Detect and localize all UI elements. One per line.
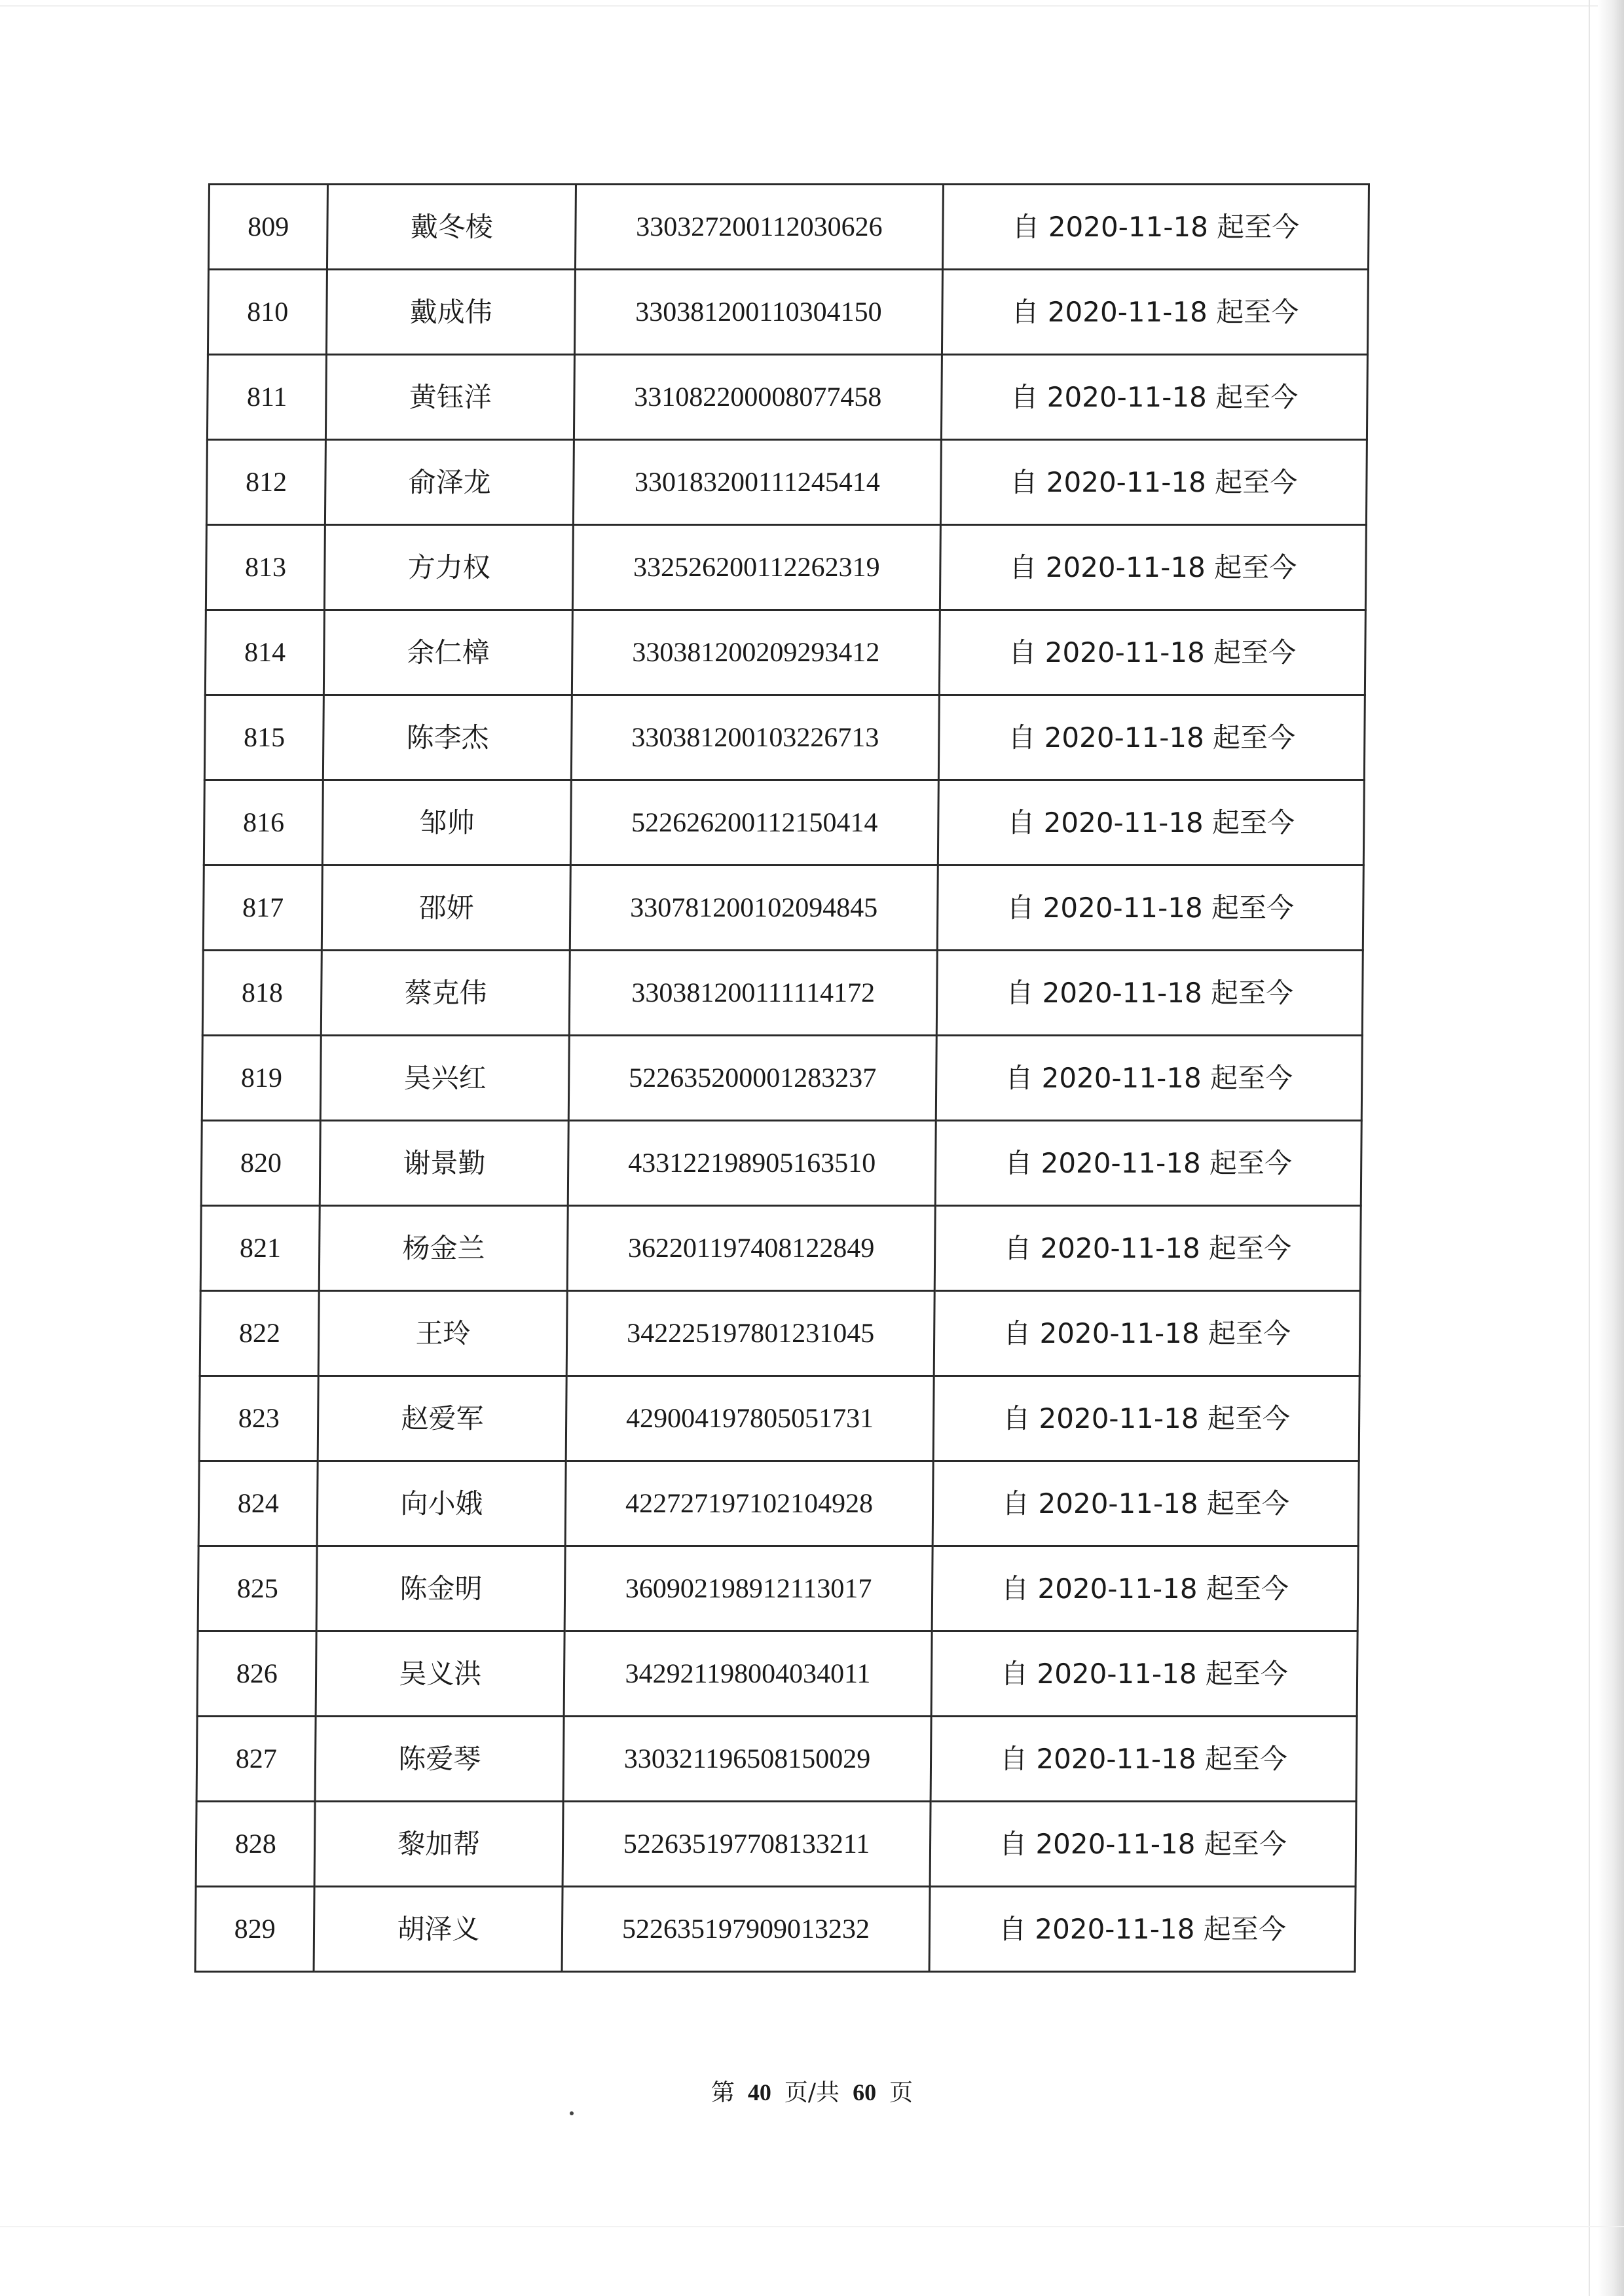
period-cell: 自 2020-11-18 起至今 <box>932 1461 1359 1546</box>
id-number-cell: 433122198905163510 <box>568 1121 936 1206</box>
row-number-cell: 813 <box>206 525 325 610</box>
period-cell: 自 2020-11-18 起至今 <box>939 610 1365 695</box>
table-row <box>195 1887 1356 1972</box>
period-cell: 自 2020-11-18 起至今 <box>942 185 1369 270</box>
id-number-cell: 522635200001283237 <box>568 1036 936 1121</box>
id-number-cell: 330321196508150029 <box>563 1717 931 1802</box>
id-number-cell: 422727197102104928 <box>565 1461 933 1546</box>
scan-edge-top <box>0 5 1624 7</box>
table-row <box>200 1206 1361 1291</box>
row-number-cell: 822 <box>200 1291 320 1376</box>
id-number-cell: 330327200112030626 <box>576 185 944 270</box>
table-row <box>206 440 1367 525</box>
period-cell: 自 2020-11-18 起至今 <box>934 1291 1360 1376</box>
id-number-cell: 342225197801231045 <box>566 1291 934 1376</box>
period-cell: 自 2020-11-18 起至今 <box>936 1036 1362 1121</box>
table-row <box>204 780 1364 866</box>
name-cell: 邹帅 <box>323 780 572 866</box>
name-cell: 赵爱军 <box>318 1376 567 1461</box>
id-number-cell: 332526200112262319 <box>573 525 941 610</box>
period-cell: 自 2020-11-18 起至今 <box>933 1376 1359 1461</box>
name-cell: 杨金兰 <box>320 1206 568 1291</box>
table-row <box>196 1802 1356 1887</box>
id-number-cell: 330781200102094845 <box>570 866 938 951</box>
period-cell: 自 2020-11-18 起至今 <box>938 695 1365 780</box>
id-number-cell: 331082200008077458 <box>574 355 942 440</box>
table-row <box>203 866 1363 951</box>
name-cell: 余仁樟 <box>324 610 573 695</box>
row-number-cell: 818 <box>202 951 322 1036</box>
period-cell: 自 2020-11-18 起至今 <box>942 270 1368 355</box>
name-cell: 陈爱琴 <box>316 1717 564 1802</box>
footer-suffix: 页 <box>889 2079 913 2106</box>
roster-table-body <box>195 185 1369 1972</box>
row-number-cell: 812 <box>206 440 326 525</box>
row-number-cell: 823 <box>199 1376 319 1461</box>
row-number-cell: 819 <box>202 1036 322 1121</box>
table-row <box>206 525 1366 610</box>
table-row <box>198 1546 1358 1631</box>
period-cell: 自 2020-11-18 起至今 <box>931 1717 1357 1802</box>
period-cell: 自 2020-11-18 起至今 <box>937 866 1363 951</box>
table-row <box>204 695 1365 780</box>
table-row <box>207 355 1367 440</box>
id-number-cell: 522635197708133211 <box>563 1802 931 1887</box>
name-cell: 胡泽义 <box>314 1887 563 1972</box>
id-number-cell: 360902198912113017 <box>564 1546 932 1631</box>
row-number-cell: 810 <box>208 270 327 355</box>
name-cell: 陈李杰 <box>323 695 572 780</box>
period-cell: 自 2020-11-18 起至今 <box>938 780 1364 866</box>
row-number-cell: 828 <box>196 1802 316 1887</box>
period-cell: 自 2020-11-18 起至今 <box>940 525 1366 610</box>
scan-speck <box>570 2111 574 2115</box>
row-number-cell: 829 <box>195 1887 315 1972</box>
id-number-cell: 362201197408122849 <box>567 1206 935 1291</box>
name-cell: 黎加帮 <box>315 1802 564 1887</box>
row-number-cell: 815 <box>204 695 324 780</box>
scan-edge-line <box>1589 0 1590 2296</box>
row-number-cell: 824 <box>198 1461 318 1546</box>
row-number-cell: 816 <box>204 780 323 866</box>
row-number-cell: 827 <box>196 1717 316 1802</box>
footer-prefix: 第 <box>710 2079 735 2106</box>
name-cell: 俞泽龙 <box>325 440 574 525</box>
table-row <box>197 1631 1357 1717</box>
id-number-cell: 330381200111114172 <box>569 951 937 1036</box>
table-row <box>199 1376 1359 1461</box>
period-cell: 自 2020-11-18 起至今 <box>934 1206 1361 1291</box>
period-cell: 自 2020-11-18 起至今 <box>932 1546 1358 1631</box>
name-cell: 戴冬棱 <box>327 185 576 270</box>
row-number-cell: 814 <box>205 610 325 695</box>
name-cell: 方力权 <box>325 525 574 610</box>
row-number-cell: 817 <box>203 866 323 951</box>
period-cell: 自 2020-11-18 起至今 <box>930 1802 1356 1887</box>
table-row <box>200 1291 1360 1376</box>
id-number-cell: 522626200112150414 <box>570 780 938 866</box>
scan-edge-right <box>1598 0 1624 2296</box>
table-row <box>208 270 1368 355</box>
period-cell: 自 2020-11-18 起至今 <box>936 951 1363 1036</box>
row-number-cell: 820 <box>201 1121 321 1206</box>
table-row <box>201 1121 1361 1206</box>
table-row <box>202 951 1363 1036</box>
period-cell: 自 2020-11-18 起至今 <box>935 1121 1361 1206</box>
name-cell: 陈金明 <box>317 1546 566 1631</box>
id-number-cell: 522635197909013232 <box>562 1887 930 1972</box>
name-cell: 王玲 <box>319 1291 568 1376</box>
period-cell: 自 2020-11-18 起至今 <box>929 1887 1356 1972</box>
period-cell: 自 2020-11-18 起至今 <box>940 440 1367 525</box>
table-row <box>196 1717 1357 1802</box>
row-number-cell: 811 <box>207 355 327 440</box>
footer-total-pages: 60 <box>853 2079 877 2105</box>
id-number-cell: 342921198004034011 <box>564 1631 932 1717</box>
period-cell: 自 2020-11-18 起至今 <box>931 1631 1357 1717</box>
row-number-cell: 825 <box>198 1546 318 1631</box>
row-number-cell: 826 <box>197 1631 317 1717</box>
name-cell: 吴兴红 <box>321 1036 570 1121</box>
footer-current-page: 40 <box>747 2079 771 2105</box>
table-row <box>198 1461 1359 1546</box>
id-number-cell: 330381200110304150 <box>575 270 943 355</box>
table-row <box>202 1036 1362 1121</box>
roster-table <box>194 183 1370 1973</box>
period-cell: 自 2020-11-18 起至今 <box>941 355 1367 440</box>
table-row <box>205 610 1365 695</box>
page-footer <box>0 2074 1624 2107</box>
id-number-cell: 330381200209293412 <box>572 610 940 695</box>
name-cell: 戴成伟 <box>327 270 576 355</box>
name-cell: 黄钰洋 <box>326 355 575 440</box>
id-number-cell: 330183200111245414 <box>574 440 942 525</box>
row-number-cell: 809 <box>208 185 328 270</box>
row-number-cell: 821 <box>200 1206 320 1291</box>
name-cell: 谢景勤 <box>320 1121 569 1206</box>
table-row <box>208 185 1369 270</box>
name-cell: 向小娥 <box>318 1461 566 1546</box>
id-number-cell: 330381200103226713 <box>571 695 939 780</box>
name-cell: 蔡克伟 <box>322 951 570 1036</box>
name-cell: 邵妍 <box>322 866 571 951</box>
scan-edge-bottom <box>0 2226 1624 2227</box>
footer-middle: 页/共 <box>784 2079 840 2106</box>
name-cell: 吴义洪 <box>316 1631 565 1717</box>
id-number-cell: 429004197805051731 <box>566 1376 934 1461</box>
